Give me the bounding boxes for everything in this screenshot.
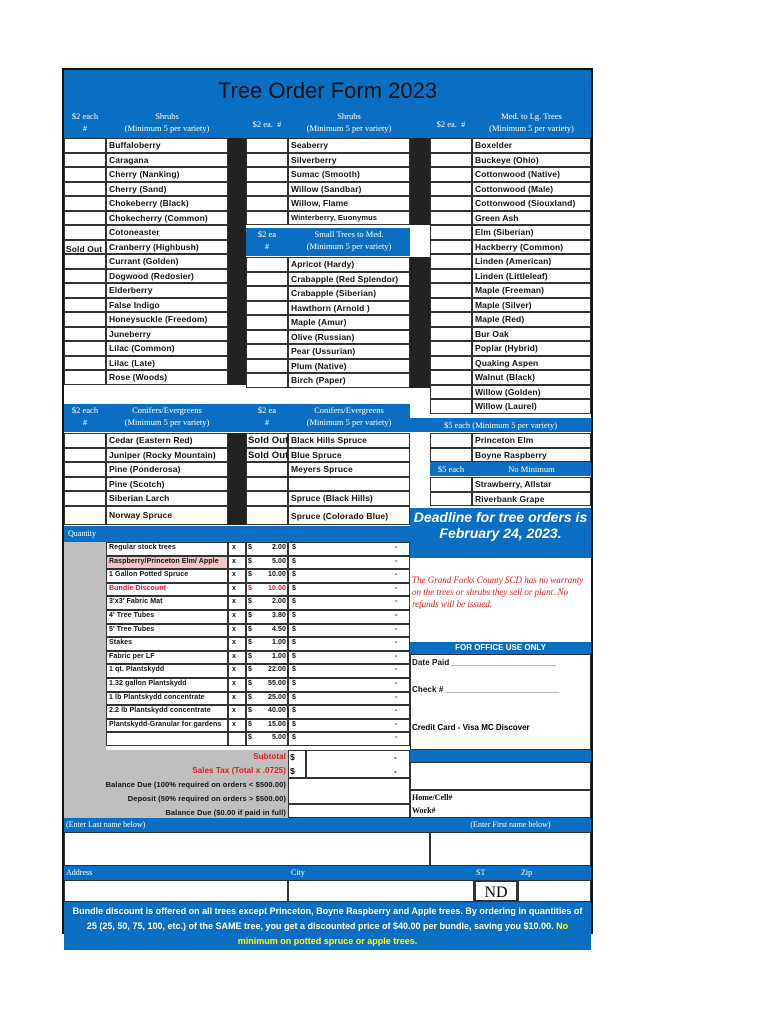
- qty-input[interactable]: [64, 370, 106, 385]
- qty-input[interactable]: [430, 167, 472, 182]
- fee-total-input[interactable]: [288, 651, 410, 665]
- fee-total-input[interactable]: [288, 569, 410, 583]
- item-name: Pear (Ussurian): [291, 346, 356, 356]
- qty-input[interactable]: [430, 448, 472, 463]
- bundle-discount-notice: Bundle discount is offered on all trees except Princeton, Boyne Raspberry and Apple trees. By ordering in quantities of 25 (25, 50, 75, 100, etc.) of the SAME tree, you get a discounted price of $40.00 per bundle, saving you $10.00. No minimum on potted spruce or apple trees.: [64, 902, 591, 950]
- item-name: Maple (Silver): [475, 299, 532, 310]
- item-name: Poplar (Hybrid): [475, 343, 538, 353]
- qty-input[interactable]: [246, 344, 288, 359]
- qty-input[interactable]: [430, 327, 472, 342]
- item-name: Cottonwood (Siouxland): [475, 198, 576, 208]
- balance-full-label: Balance Due (100% required on orders < $500.00): [105, 780, 286, 789]
- item-name: Cottonwood (Male): [475, 183, 554, 194]
- qty-input[interactable]: [246, 315, 288, 330]
- item-name: Black Hills Spruce: [291, 435, 367, 445]
- qty-input[interactable]: [246, 491, 288, 506]
- sold-out-label: Sold Out: [248, 449, 289, 461]
- fee-name: 5' Tree Tubes: [109, 625, 155, 633]
- qty-input[interactable]: [64, 182, 106, 197]
- qty-input[interactable]: [430, 269, 472, 284]
- qty-input[interactable]: [64, 312, 106, 327]
- fee-name: 1 qt. Plantskydd: [109, 666, 165, 674]
- disclaimer: The Grand Forks County SCD has no warranty on the trees or shrubs they sell or plant. No refunds will be issued.: [412, 575, 584, 609]
- col1-header-name: Shrubs (Minimum 5 per variety): [106, 110, 228, 138]
- item-name: Juniper (Rocky Mountain): [109, 449, 216, 460]
- fee-name: 1 Gallon Potted Spruce: [109, 571, 189, 579]
- fee-price: 10.00: [267, 571, 286, 579]
- qty-input[interactable]: [430, 182, 472, 197]
- item-name: Caragana: [109, 154, 149, 165]
- item-name: Winterberry, Euonymus: [291, 212, 378, 222]
- item-name: Willow (Laurel): [475, 401, 537, 411]
- qty-input[interactable]: [64, 477, 106, 492]
- deposit-label: Deposit (50% required on orders > $500.00): [127, 794, 286, 803]
- fee-total-input[interactable]: [288, 542, 410, 556]
- subtotal-label: Subtotal: [253, 752, 286, 761]
- qty-input[interactable]: [246, 462, 288, 477]
- qty-input[interactable]: [430, 240, 472, 255]
- qty-input[interactable]: [64, 506, 106, 525]
- item-name: Chokeberry (Black): [109, 198, 189, 208]
- item-name: Quaking Aspen: [475, 357, 539, 368]
- qty-input[interactable]: [430, 153, 472, 168]
- qty-input[interactable]: [64, 138, 106, 153]
- fee-total-input[interactable]: [288, 596, 410, 610]
- conifer1-header-name: Conifers/Evergreens (Minimum 5 per variety): [106, 404, 228, 432]
- fee-total-input[interactable]: [288, 692, 410, 706]
- item-name: Sumac (Smooth): [291, 169, 360, 179]
- qty-input[interactable]: [430, 370, 472, 385]
- fee-price: 1.00: [271, 652, 286, 660]
- item-name: Lilac (Common): [109, 343, 175, 353]
- fee-total-input[interactable]: [288, 556, 410, 570]
- fee-name: Plantskydd-Granular for gardens: [109, 720, 222, 728]
- first-name-label: (Enter First name below): [430, 818, 591, 832]
- fee-total-input[interactable]: [288, 678, 410, 692]
- qty-input[interactable]: [64, 327, 106, 342]
- qty-input[interactable]: [430, 298, 472, 313]
- qty-input[interactable]: [64, 433, 106, 448]
- fee-name: 1 lb Plantskydd concentrate: [109, 693, 205, 701]
- qty-input[interactable]: [430, 341, 472, 356]
- qty-input[interactable]: [64, 283, 106, 298]
- item-name: Rose (Woods): [109, 372, 168, 382]
- item-name: Riverbank Grape: [475, 493, 545, 504]
- state-input[interactable]: ND: [474, 880, 518, 902]
- address-input[interactable]: [64, 880, 288, 902]
- sales-tax-label: Sales Tax (Total x .0725): [192, 766, 286, 775]
- qty-input[interactable]: [430, 477, 472, 492]
- deadline-notice: Deadline for tree orders is February 24, 2023.: [410, 508, 591, 558]
- item-name: Hackberry (Common): [475, 241, 564, 252]
- item-name: Pine (Ponderosa): [109, 464, 181, 474]
- fee-price: 10.00: [267, 584, 286, 592]
- qty-input[interactable]: [246, 506, 288, 525]
- item-name: Strawberry, Allstar: [475, 479, 552, 489]
- qty-input[interactable]: [64, 356, 106, 371]
- qty-input[interactable]: [430, 283, 472, 298]
- office-use-header: FOR OFFICE USE ONLY: [410, 642, 591, 654]
- sold-out-label: Sold Out: [66, 244, 103, 254]
- item-name: Lilac (Late): [109, 357, 156, 368]
- fee-price: 22.00: [267, 666, 286, 674]
- city-label: City: [291, 868, 305, 877]
- five-dollar-header: $5 each (Minimum 5 per variety): [410, 418, 591, 432]
- deposit-input[interactable]: [288, 778, 410, 804]
- qty-input[interactable]: [64, 153, 106, 168]
- fee-name: Stakes: [109, 639, 133, 647]
- qty-input[interactable]: [64, 254, 106, 269]
- fee-price: 4.50: [271, 625, 286, 633]
- item-name: Buckeye (Ohio): [475, 154, 539, 165]
- qty-input[interactable]: [64, 225, 106, 240]
- zip-input[interactable]: [518, 880, 591, 902]
- item-name: Willow, Flame: [291, 198, 349, 208]
- qty-input[interactable]: [246, 211, 288, 226]
- address-label: Address: [66, 868, 93, 877]
- item-name: Maple (Amur): [291, 317, 347, 327]
- qty-input[interactable]: [430, 196, 472, 211]
- conifer2-header-price: $2 ea #: [246, 404, 288, 432]
- col3-header-name: Med. to Lg. Trees (Minimum 5 per variety): [472, 110, 591, 138]
- item-name: Plum (Native): [291, 360, 347, 371]
- qty-input[interactable]: [64, 491, 106, 506]
- item-name: Olive (Russian): [291, 331, 355, 342]
- item-name: Honeysuckle (Freedom): [109, 314, 208, 324]
- fee-total-input[interactable]: [288, 637, 410, 651]
- item-name: Pine (Scotch): [109, 478, 165, 489]
- credit-card-field[interactable]: Credit Card - Visa MC Discover: [412, 723, 530, 732]
- item-name: Willow (Golden): [475, 386, 541, 397]
- item-name: Blue Spruce: [291, 449, 342, 460]
- fee-total-input[interactable]: [288, 732, 410, 746]
- fee-name: Fabric per LF: [109, 652, 155, 660]
- item-name: Birch (Paper): [291, 375, 346, 385]
- qty-input[interactable]: [64, 269, 106, 284]
- qty-input[interactable]: [430, 225, 472, 240]
- fee-price: 15.00: [267, 720, 286, 728]
- item-name: Spruce (Black Hills): [291, 493, 373, 503]
- col2-header-price: $2 ea. #: [246, 110, 288, 138]
- qty-input[interactable]: [430, 254, 472, 269]
- item-name: Dogwood (Redosier): [109, 270, 194, 281]
- item-name: Princeton Elm: [475, 435, 534, 445]
- footer-highlight: No minimum on potted spruce or apple trees.: [237, 921, 569, 946]
- item-name: Boxelder: [475, 140, 513, 150]
- item-name: Spruce (Colorado Blue): [291, 510, 389, 521]
- check-field[interactable]: Check # _________________________: [412, 685, 560, 694]
- qty-input[interactable]: [430, 138, 472, 153]
- item-name: Elm (Siberian): [475, 227, 534, 237]
- fee-price: 2.00: [271, 544, 286, 551]
- fee-name: Raspberry/Princeton Elm/ Apple: [109, 557, 219, 565]
- fee-price: 55.00: [267, 680, 286, 687]
- fee-total-input[interactable]: [288, 583, 410, 597]
- item-name: Juneberry: [109, 328, 152, 339]
- item-name: 1 Gallon Potted Spruce: [291, 478, 385, 490]
- five-each-label: $5 each: [430, 462, 472, 476]
- qty-input[interactable]: [430, 433, 472, 448]
- item-name: Cottonwood (Native): [475, 169, 560, 179]
- col2-header-name: Shrubs (Minimum 5 per variety): [288, 110, 410, 138]
- item-name: Boyne Raspberry: [475, 449, 547, 460]
- balance-input[interactable]: [288, 804, 410, 818]
- office-extra-field[interactable]: [410, 762, 591, 790]
- item-name: Maple (Freeman): [475, 285, 545, 295]
- conifer2-header-name: Conifers/Evergreens (Minimum 5 per variety): [288, 404, 410, 432]
- item-name: Apricot (Hardy): [291, 259, 355, 269]
- col1-header-price: $2 each #: [64, 110, 106, 138]
- fee-price: 40.00: [267, 707, 286, 715]
- qty-input[interactable]: [246, 257, 288, 272]
- qty-input[interactable]: [430, 312, 472, 327]
- fee-price: 25.00: [267, 693, 286, 701]
- item-name: Cedar (Eastern Red): [109, 435, 193, 445]
- date-paid-field[interactable]: Date Paid _______________________: [412, 658, 557, 667]
- home-cell-label: Home/Cell#: [412, 793, 453, 802]
- qty-input[interactable]: [430, 492, 472, 507]
- qty-input[interactable]: [246, 330, 288, 345]
- fee-name: 2.2 lb Plantskydd concentrate: [109, 707, 211, 715]
- item-name: Linden (American): [475, 256, 552, 266]
- qty-input[interactable]: [64, 462, 106, 477]
- fee-price: 5.00: [271, 557, 286, 565]
- item-name: Elderberry: [109, 285, 153, 295]
- quantity-label: Quantity: [64, 526, 410, 542]
- work-label: Work#: [412, 806, 436, 815]
- small-trees-header-name: Small Trees to Med. (Minimum 5 per variety): [288, 228, 410, 256]
- item-name: Maple (Red): [475, 314, 525, 324]
- col3-header-price: $2 ea. #: [430, 110, 472, 138]
- qty-input[interactable]: [64, 211, 106, 226]
- qty-input[interactable]: [430, 211, 472, 226]
- qty-input[interactable]: [64, 167, 106, 182]
- item-name: Buffaloberry: [109, 140, 161, 150]
- qty-input[interactable]: [430, 399, 472, 414]
- item-name: Chokecherry (Common): [109, 212, 208, 223]
- qty-input[interactable]: [430, 385, 472, 400]
- item-name: Bur Oak: [475, 328, 509, 339]
- item-name: Currant (Golden): [109, 256, 179, 266]
- item-name: Meyers Spruce: [291, 464, 353, 474]
- first-name-input[interactable]: [430, 832, 591, 866]
- qty-input[interactable]: [246, 373, 288, 388]
- item-name: Cherry (Sand): [109, 183, 167, 194]
- qty-input[interactable]: [246, 272, 288, 287]
- item-name: Hawthorn (Arnold ): [291, 302, 370, 313]
- page-title: Tree Order Form 2023: [64, 70, 591, 110]
- item-name: Linden (Littleleaf): [475, 270, 548, 281]
- item-name: Cotoneaster: [109, 227, 160, 237]
- fee-total-input[interactable]: [288, 664, 410, 678]
- fee-price: 1.00: [271, 639, 286, 647]
- item-name: False Indigo: [109, 299, 160, 310]
- price-ten-label: $10 ea: [252, 477, 279, 489]
- fee-total-input[interactable]: [288, 610, 410, 624]
- qty-input[interactable]: [246, 286, 288, 301]
- last-name-input[interactable]: [64, 832, 430, 866]
- qty-input[interactable]: [246, 167, 288, 182]
- qty-input[interactable]: [246, 359, 288, 374]
- item-name: Cranberry (Highbush): [109, 241, 199, 252]
- item-name: Silverberry: [291, 154, 337, 165]
- fee-price: 3.80: [271, 612, 286, 619]
- no-minimum-label: No Minimum: [472, 462, 591, 476]
- qty-input[interactable]: [64, 448, 106, 463]
- fee-name: Regular stock trees: [109, 544, 176, 551]
- item-name: Willow (Sandbar): [291, 183, 362, 194]
- item-name: Siberian Larch: [109, 493, 170, 503]
- fee-name: 1.32 gallon Plantskydd: [109, 680, 187, 687]
- balance-zero-label: Balance Due ($0.00 if paid in full): [165, 808, 286, 817]
- conifer1-header-price: $2 each #: [64, 404, 106, 432]
- zip-label: Zip: [521, 868, 533, 877]
- item-name: Seaberry: [291, 140, 329, 150]
- last-name-label: (Enter Last name below): [64, 818, 430, 832]
- fee-name: 3'x3' Fabric Mat: [109, 598, 163, 606]
- item-name: Walnut (Black): [475, 372, 536, 382]
- qty-input[interactable]: [64, 196, 106, 211]
- qty-input[interactable]: [246, 153, 288, 168]
- fee-total-input[interactable]: [288, 624, 410, 638]
- fee-total-input[interactable]: [288, 705, 410, 719]
- small-trees-header-price: $2 ea #: [246, 228, 288, 256]
- fee-name: Bundle Discount: [109, 584, 167, 592]
- item-name: Crabapple (Siberian): [291, 288, 377, 298]
- qty-input[interactable]: [246, 301, 288, 316]
- state-label: ST: [476, 868, 486, 877]
- item-name: Cherry (Nanking): [109, 169, 180, 179]
- qty-input[interactable]: [246, 182, 288, 197]
- qty-input[interactable]: [246, 196, 288, 211]
- qty-input[interactable]: [64, 341, 106, 356]
- item-name: Norway Spruce: [109, 509, 173, 520]
- fee-total-input[interactable]: [288, 719, 410, 733]
- city-input[interactable]: [288, 880, 474, 902]
- fee-price: 5.00: [271, 734, 286, 742]
- qty-input[interactable]: [246, 138, 288, 153]
- fee-name: 4' Tree Tubes: [109, 612, 155, 619]
- item-name: Crabapple (Red Splendor): [291, 273, 399, 284]
- item-name: Green Ash: [475, 212, 519, 223]
- qty-input[interactable]: [430, 356, 472, 371]
- sold-out-label: Sold Out: [248, 435, 289, 446]
- qty-input[interactable]: [64, 298, 106, 313]
- fee-price: 2.00: [271, 598, 286, 606]
